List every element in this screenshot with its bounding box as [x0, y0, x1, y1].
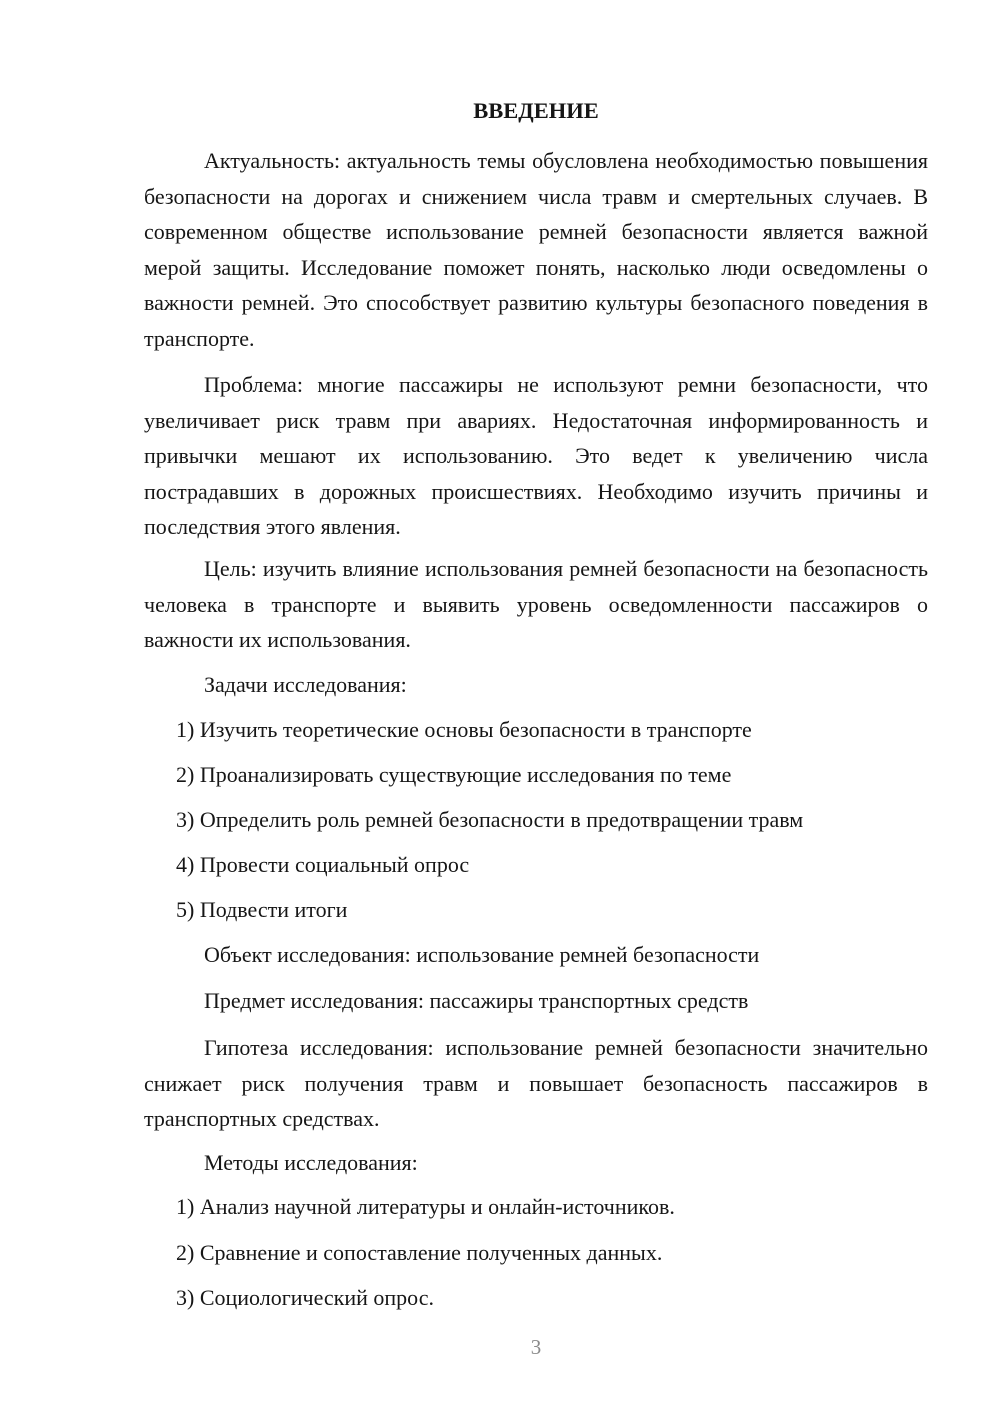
task-item: 3) Определить роль ремней безопасности в предотвращении травм — [176, 807, 804, 832]
task-item: 5) Подвести итоги — [176, 897, 348, 922]
paragraph-actuality: Актуальность: актуальность темы обусловлена необходимостью повышения безопасности на дорогах и снижением числа травм и смертельных случаев. В современном обществе использование ремней безопасности является важной мерой защиты. Исследование поможет понять, насколько люди осведомлены о важности ремней. Это способствует развитию культуры безопасного поведения в транспорте. — [144, 148, 928, 351]
paragraph-hypothesis: Гипотеза исследования: использование ремней безопасности значительно снижает риск получения травм и повышает безопасность пассажиров в транспортных средствах. — [144, 1035, 928, 1131]
method-item: 1) Анализ научной литературы и онлайн-источников. — [176, 1194, 675, 1219]
method-item: 2) Сравнение и сопоставление полученных данных. — [176, 1240, 663, 1265]
task-item: 1) Изучить теоретические основы безопасности в транспорте — [176, 717, 752, 742]
methods-heading: Методы исследования: — [204, 1150, 418, 1175]
tasks-heading: Задачи исследования: — [204, 672, 407, 697]
method-item: 3) Социологический опрос. — [176, 1285, 434, 1310]
page-title: ВВЕДЕНИЕ — [473, 98, 599, 123]
paragraph-problem: Проблема: многие пассажиры не используют ремни безопасности, что увеличивает риск травм при авариях. Недостаточная информированность и привычки мешают их использованию. Это ведет к увеличению числа пострадавших в дорожных происшествиях. Необходимо изучить причины и последствия этого явления. — [144, 372, 928, 539]
page-number: 3 — [530, 1335, 542, 1359]
paragraph-goal: Цель: изучить влияние использования ремней безопасности на безопасность человека в транспорте и выявить уровень осведомленности пассажиров о важности их использования. — [144, 556, 928, 652]
research-subject: Предмет исследования: пассажиры транспортных средств — [204, 988, 749, 1013]
research-object: Объект исследования: использование ремней безопасности — [204, 942, 760, 967]
task-item: 4) Провести социальный опрос — [176, 852, 470, 877]
task-item: 2) Проанализировать существующие исследования по теме — [176, 762, 732, 787]
